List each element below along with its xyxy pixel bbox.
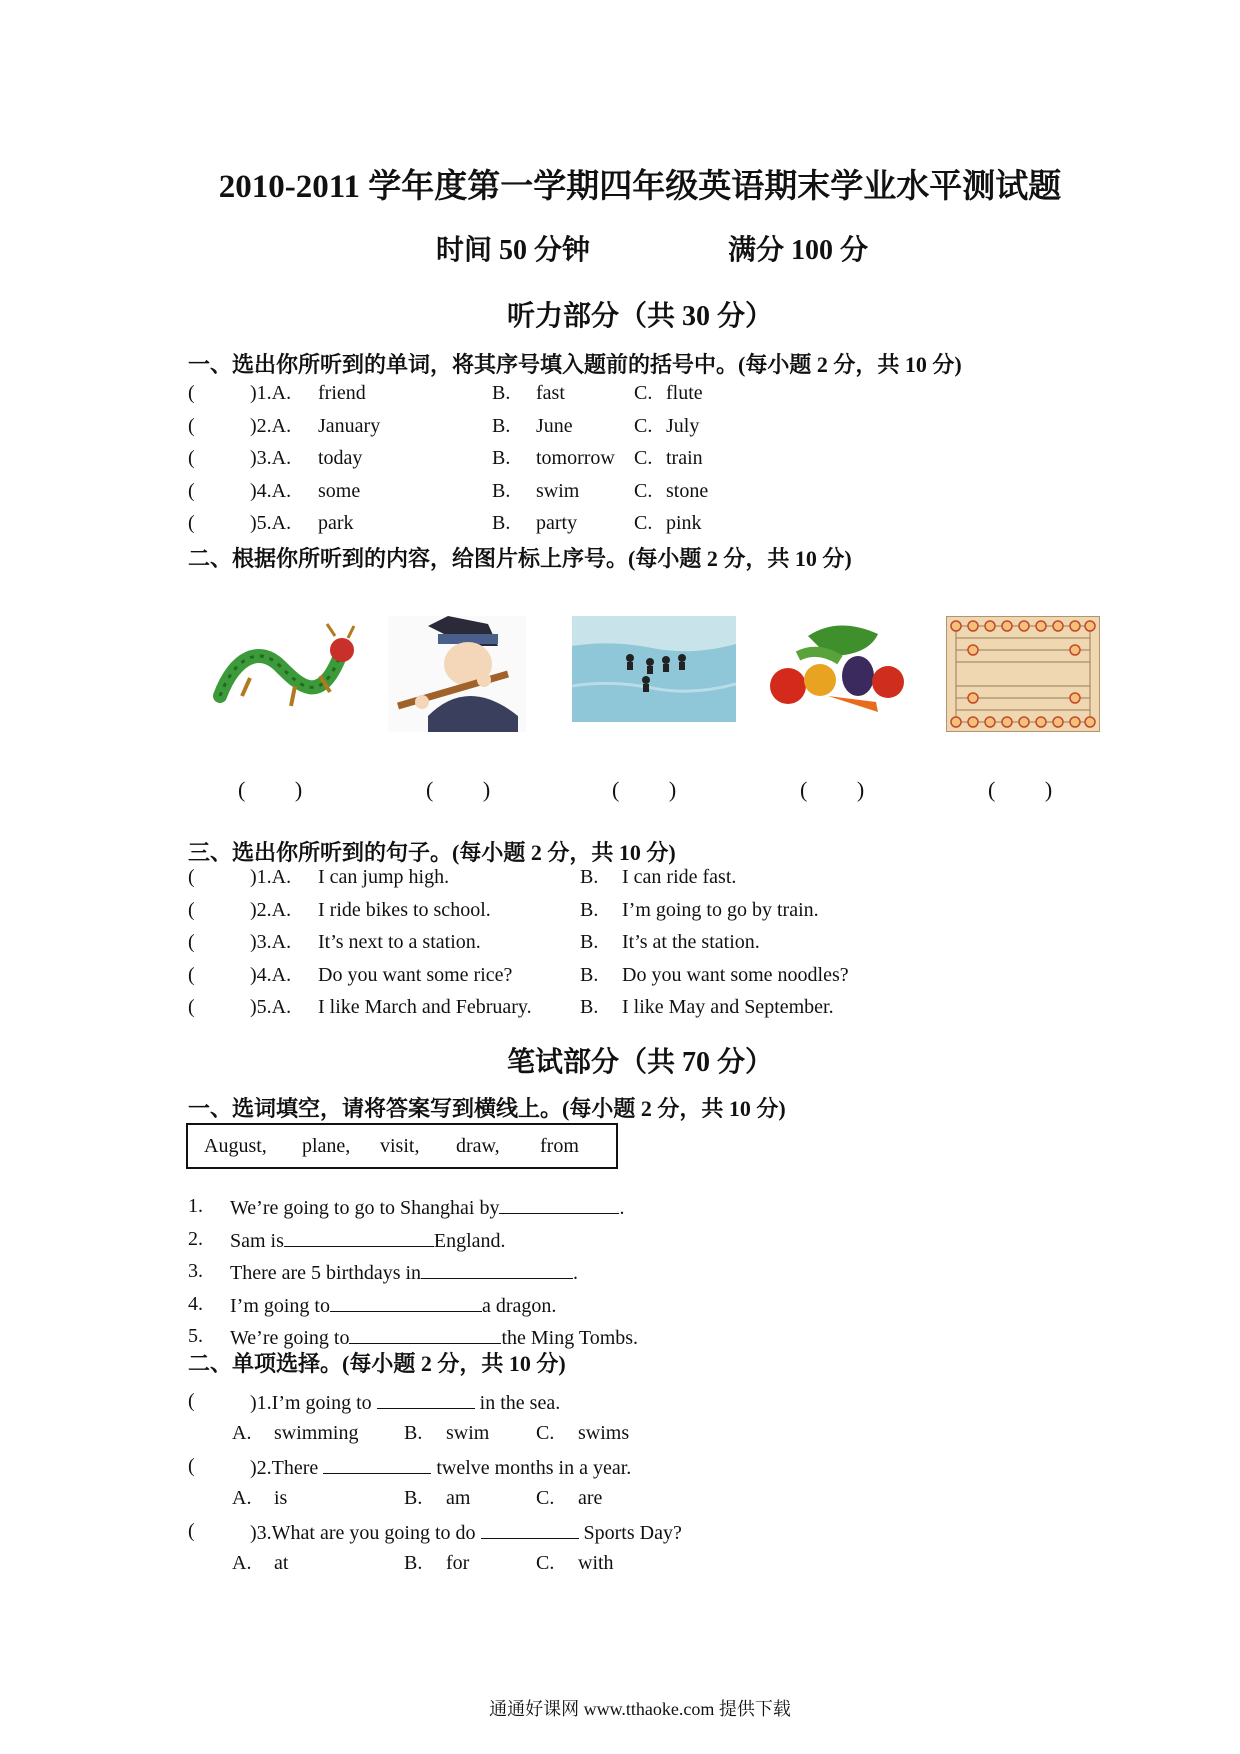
- question-number: )5.A.: [250, 996, 292, 1018]
- sentence-end: twelve months in a year.: [436, 1457, 632, 1479]
- option-b[interactable]: for: [446, 1552, 470, 1574]
- word-bank-item: from: [540, 1135, 579, 1157]
- option-a[interactable]: I like March and February.: [318, 996, 532, 1018]
- listening-part2-heading: 二、根据你所听到的内容，给图片标上序号。(每小题 2 分，共 10 分): [188, 546, 852, 571]
- answer-paren[interactable]: (: [188, 1520, 195, 1542]
- sentence-end: a dragon.: [482, 1294, 557, 1317]
- option-a[interactable]: Do you want some rice?: [318, 963, 513, 986]
- exam-time: 时间 50 分钟: [436, 235, 591, 266]
- sentence-end: Sports Day?: [583, 1522, 682, 1544]
- answer-paren[interactable]: (: [188, 1390, 195, 1412]
- fill-in-sentence: [230, 1260, 578, 1285]
- sentence-start: I’m going to: [271, 1392, 372, 1414]
- option-b-letter: B.: [492, 512, 511, 534]
- option-c[interactable]: flute: [666, 382, 703, 404]
- option-b-letter: B.: [492, 447, 511, 469]
- sentence-start: We’re going to go to Shanghai by: [230, 1197, 500, 1219]
- answer-paren[interactable]: (: [188, 447, 195, 469]
- dragon-icon: [200, 616, 358, 732]
- option-a-letter: A.: [232, 1552, 252, 1574]
- sentence-start: I’m going to: [230, 1294, 330, 1317]
- fill-in-sentence: [230, 1228, 506, 1253]
- answer-paren[interactable]: (: [188, 996, 195, 1018]
- option-a[interactable]: some: [318, 479, 361, 502]
- chess-board-icon: [946, 616, 1100, 732]
- answer-paren[interactable]: (: [188, 866, 195, 888]
- option-b[interactable]: I like May and September.: [622, 996, 834, 1018]
- choice-question: [250, 1390, 560, 1415]
- option-b[interactable]: am: [446, 1487, 471, 1509]
- option-c-letter: C.: [634, 382, 653, 404]
- fill-in-sentence: [230, 1293, 556, 1318]
- option-b[interactable]: Do you want some noodles?: [622, 963, 849, 986]
- answer-blank[interactable]: [330, 1293, 482, 1312]
- answer-paren[interactable]: (: [188, 1455, 195, 1477]
- option-b-letter: B.: [492, 479, 511, 502]
- option-c-letter: C.: [634, 447, 653, 469]
- sentence-end: .: [619, 1197, 625, 1219]
- listening-part3-heading: 三、选出你所听到的句子。(每小题 2 分，共 10 分): [188, 840, 676, 865]
- answer-paren[interactable]: (: [188, 382, 195, 404]
- option-a[interactable]: It’s next to a station.: [318, 931, 481, 953]
- answer-paren[interactable]: (: [188, 931, 195, 953]
- picture-5-answer[interactable]: ( ): [988, 777, 1053, 802]
- writing-part1-heading: 一、选词填空，请将答案写到横线上。(每小题 2 分，共 10 分): [188, 1096, 786, 1121]
- listening-part1-heading: 一、选出你所听到的单词，将其序号填入题前的括号中。(每小题 2 分，共 10 分): [188, 352, 962, 377]
- answer-paren[interactable]: (: [188, 898, 195, 921]
- question-number: 2.: [188, 1227, 203, 1250]
- option-c[interactable]: stone: [666, 479, 709, 502]
- sentence-start: There: [271, 1457, 319, 1479]
- sentence-end: .: [573, 1262, 579, 1284]
- sentence-start: There are 5 birthdays in: [230, 1262, 422, 1284]
- option-a[interactable]: friend: [318, 382, 366, 404]
- option-c[interactable]: July: [666, 414, 700, 437]
- option-a[interactable]: at: [274, 1552, 289, 1574]
- question-number: )3.A.: [250, 931, 292, 953]
- option-b[interactable]: swim: [536, 479, 580, 502]
- question-number: )1.: [250, 1392, 272, 1414]
- picture-2-answer[interactable]: ( ): [426, 777, 491, 802]
- answer-blank[interactable]: [377, 1390, 475, 1409]
- sentence-start: Sam is: [230, 1229, 284, 1252]
- question-number: )4.A.: [250, 963, 292, 986]
- answer-blank[interactable]: [349, 1325, 501, 1344]
- option-a[interactable]: is: [274, 1487, 288, 1509]
- option-c[interactable]: with: [578, 1552, 614, 1574]
- option-b-letter: B.: [580, 996, 599, 1018]
- answer-blank[interactable]: [323, 1455, 431, 1474]
- option-b-letter: B.: [492, 414, 511, 437]
- question-number: 3.: [188, 1260, 203, 1282]
- option-b-letter: B.: [404, 1487, 423, 1509]
- option-a[interactable]: January: [318, 414, 381, 437]
- option-c[interactable]: train: [666, 447, 703, 469]
- option-b-letter: B.: [580, 931, 599, 953]
- option-a[interactable]: I ride bikes to school.: [318, 898, 491, 921]
- picture-3-answer[interactable]: ( ): [612, 777, 677, 802]
- sentence-end: England.: [433, 1229, 506, 1252]
- flute-player-icon: [388, 616, 526, 732]
- exam-score: 满分 100 分: [728, 235, 869, 266]
- option-b[interactable]: I’m going to go by train.: [622, 898, 819, 921]
- answer-paren[interactable]: (: [188, 963, 195, 986]
- option-b-letter: B.: [404, 1422, 423, 1444]
- option-b-letter: B.: [580, 866, 599, 888]
- question-number: )1.A.: [250, 866, 292, 888]
- writing-section-title: 笔试部分（共 70 分）: [506, 1047, 773, 1078]
- choice-question: [250, 1520, 682, 1545]
- option-b-letter: B.: [580, 898, 599, 921]
- option-b-letter: B.: [492, 382, 511, 404]
- option-b-letter: B.: [580, 963, 599, 986]
- option-c[interactable]: swims: [578, 1422, 630, 1444]
- question-number: 4.: [188, 1292, 203, 1315]
- sentence-start: What are you going to do: [271, 1522, 476, 1544]
- answer-paren[interactable]: (: [188, 512, 195, 534]
- option-a[interactable]: park: [318, 512, 354, 534]
- answer-blank[interactable]: [421, 1260, 573, 1279]
- question-number: )5.A.: [250, 512, 292, 534]
- choice-question: [250, 1455, 631, 1480]
- question-number: )3.: [250, 1522, 272, 1544]
- word-bank-item: plane,: [302, 1135, 351, 1157]
- footer-credit: 通通好课网 www.tthaoke.com 提供下载: [489, 1699, 791, 1719]
- word-bank: [186, 1123, 618, 1169]
- listening-section-title: 听力部分（共 30 分）: [506, 301, 773, 332]
- answer-blank[interactable]: [284, 1228, 434, 1247]
- option-b[interactable]: tomorrow: [536, 447, 615, 469]
- sentence-end: the Ming Tombs.: [501, 1327, 639, 1349]
- option-b[interactable]: June: [536, 414, 573, 437]
- option-c-letter: C.: [634, 512, 653, 534]
- option-b[interactable]: swim: [446, 1422, 490, 1444]
- option-b[interactable]: It’s at the station.: [622, 931, 760, 953]
- picture-1-answer[interactable]: ( ): [238, 777, 303, 802]
- question-number: )4.A.: [250, 479, 292, 502]
- swimmers-icon: [572, 616, 736, 732]
- option-b[interactable]: party: [536, 512, 578, 534]
- option-b-letter: B.: [404, 1552, 423, 1574]
- question-number: )1.A.: [250, 382, 292, 404]
- option-a-letter: A.: [232, 1487, 252, 1509]
- answer-blank[interactable]: [499, 1195, 619, 1214]
- option-c-letter: C.: [634, 414, 653, 437]
- option-a-letter: A.: [232, 1422, 252, 1444]
- question-number: )2.A.: [250, 414, 292, 437]
- vegetables-icon: [758, 616, 916, 732]
- sentence-start: We’re going to: [230, 1327, 350, 1349]
- option-c[interactable]: are: [578, 1487, 603, 1509]
- answer-paren[interactable]: (: [188, 414, 195, 437]
- word-bank-item: draw,: [456, 1135, 500, 1157]
- word-bank-item: August,: [204, 1135, 267, 1157]
- option-a[interactable]: today: [318, 447, 363, 469]
- word-bank-item: visit,: [380, 1135, 420, 1157]
- picture-4-answer[interactable]: ( ): [800, 777, 865, 802]
- answer-blank[interactable]: [481, 1520, 579, 1539]
- fill-in-sentence: [230, 1195, 624, 1220]
- option-a[interactable]: swimming: [274, 1422, 359, 1444]
- question-number: 5.: [188, 1325, 203, 1347]
- answer-paren[interactable]: (: [188, 479, 195, 502]
- sentence-end: in the sea.: [479, 1392, 561, 1414]
- option-c-letter: C.: [536, 1552, 555, 1574]
- question-number: 1.: [188, 1195, 203, 1217]
- question-number: )2.A.: [250, 898, 292, 921]
- question-number: )3.A.: [250, 447, 292, 469]
- option-b[interactable]: fast: [536, 382, 565, 404]
- exam-title: 2010-2011 学年度第一学期四年级英语期末学业水平测试题: [218, 169, 1062, 205]
- option-b[interactable]: I can ride fast.: [622, 866, 737, 888]
- option-c-letter: C.: [536, 1422, 555, 1444]
- writing-part2-heading: 二、单项选择。(每小题 2 分，共 10 分): [188, 1351, 566, 1376]
- option-c-letter: C.: [536, 1487, 555, 1509]
- question-number: )2.: [250, 1457, 272, 1479]
- option-c-letter: C.: [634, 479, 653, 502]
- option-a[interactable]: I can jump high.: [318, 866, 450, 888]
- option-c[interactable]: pink: [666, 512, 702, 534]
